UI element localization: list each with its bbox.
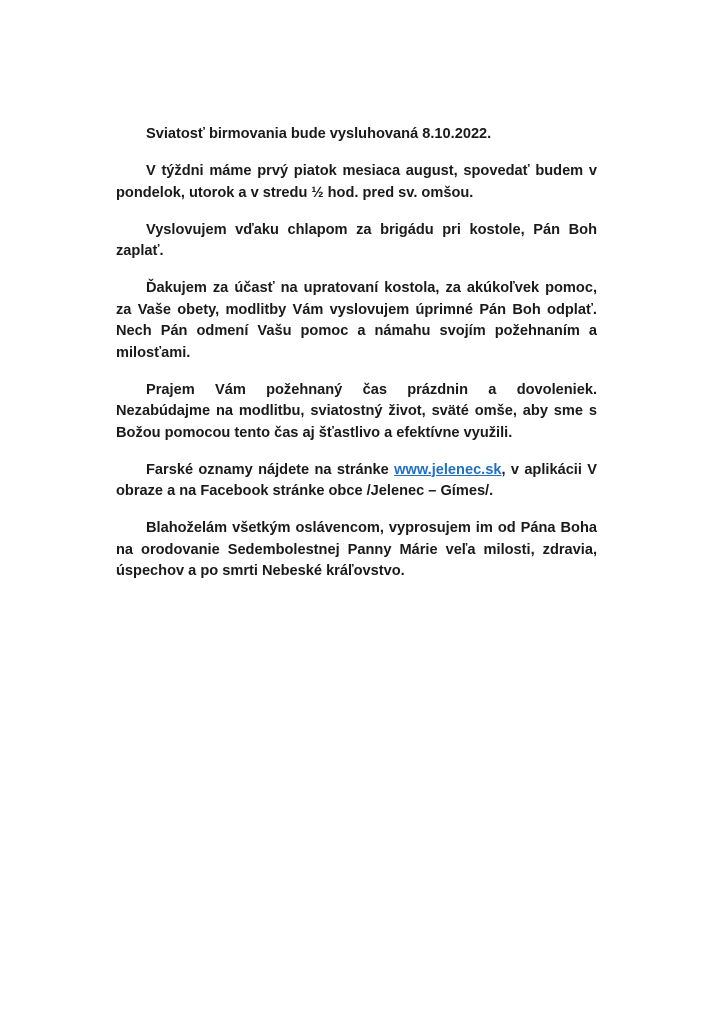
document-page [116, 124, 597, 598]
paragraph-confession: V týždni máme prvý piatok mesiaca august, spovedať budem v pondelok, utorok a v stredu ½ hod. pred sv. omšou. [116, 163, 597, 201]
paragraph-congratulations: Blahoželám všetkým oslávencom, vyprosujem im od Pána Boha na orodovanie Sedembolestnej Panny Márie veľa milosti, zdravia, úspechov a po smrti Nebeské kráľovstvo. [116, 520, 597, 579]
paragraph-thanks-cleaning: Ďakujem za účasť na upratovaní kostola, za akúkoľvek pomoc, za Vaše obety, modlitby Vám vyslovujem úprimné Pán Boh odplať. Nech Pán odmení Vašu pomoc a námahu svojím požehnaním a milosťami. [116, 280, 597, 361]
paragraph-holiday-wishes: Prajem Vám požehnaný čas prázdnin a dovoleniek. Nezabúdajme na modlitbu, sviatostný život, sväté omše, aby sme s Božou pomocou tento čas aj šťastlivo a efektívne využili. [116, 381, 597, 441]
website-link[interactable]: www.jelenec.sk [394, 461, 502, 478]
paragraph-confirmation: Sviatosť birmovania bude vysluhovaná 8.10.2022. [146, 126, 492, 142]
paragraph-thanks-brigade: Vyslovujem vďaku chlapom za brigádu pri kostole, Pán Boh zaplať. [116, 221, 597, 259]
announcements-text-before: Farské oznamy nájdete na stránke [146, 461, 395, 478]
paragraph-announcements-info [116, 460, 597, 503]
announcements-text-after: , v aplikácii V obraze a na Facebook stránke obce /Jelenec – Gímes/. [116, 461, 597, 499]
